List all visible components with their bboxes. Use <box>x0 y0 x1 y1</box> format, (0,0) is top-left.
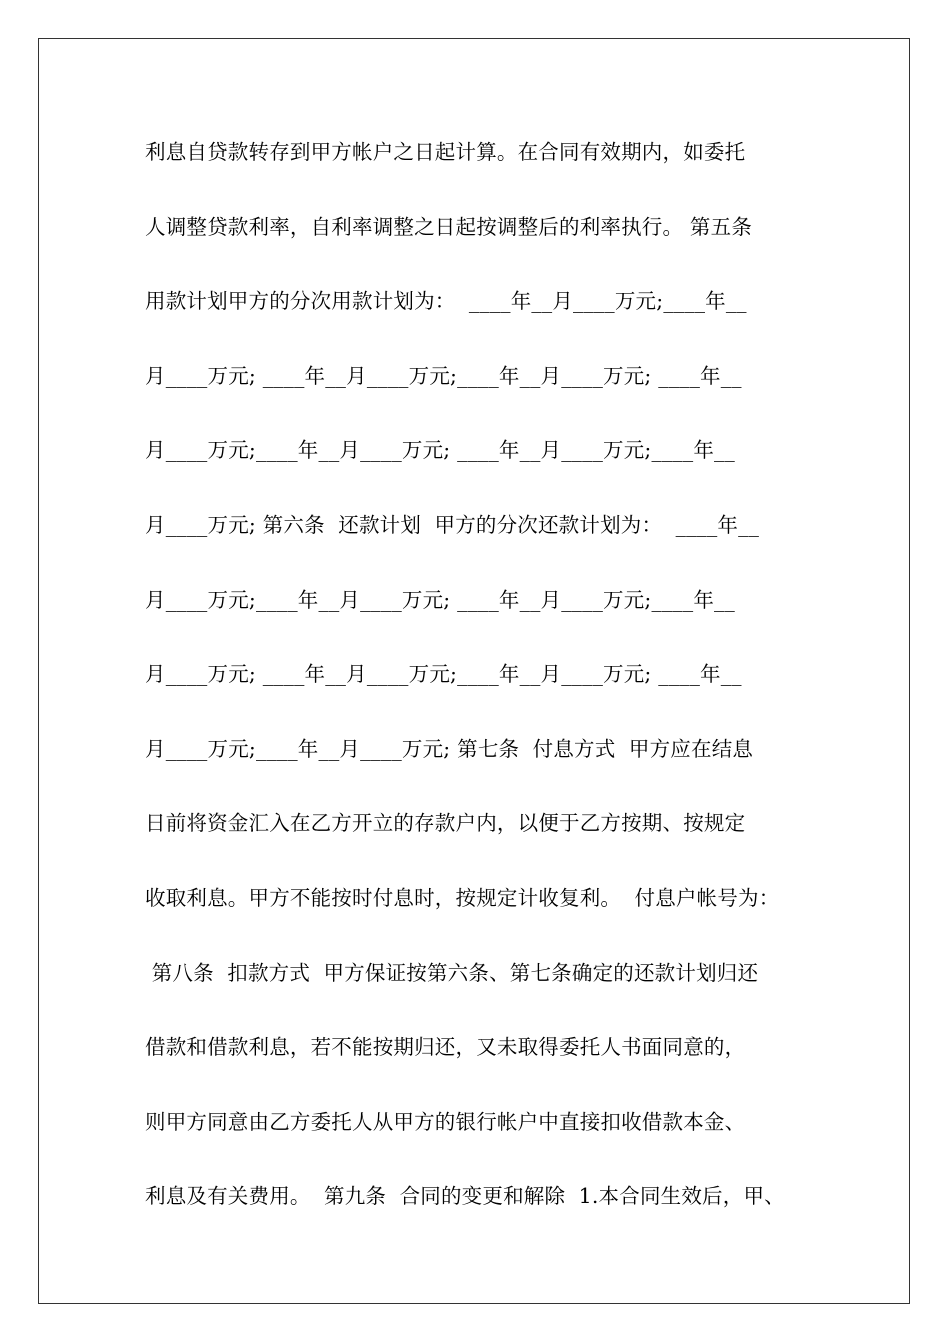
text-line: 收取利息。甲方不能按时付息时，按规定计收复利。 付息户帐号为： <box>145 885 780 910</box>
text-line: 月____万元;____年__月____万元; ____年__月____万元;____年__ <box>145 587 735 612</box>
text-line: 月____万元; ____年__月____万元;____年__月____万元; ____年__ <box>145 363 742 388</box>
text-line: 利息及有关费用。 第九条 合同的变更和解除 1.本合同生效后，甲、 <box>145 1184 785 1209</box>
text-line: 月____万元; ____年__月____万元;____年__月____万元; ____年__ <box>145 662 742 687</box>
text-line: 月____万元; 第六条 还款计划 甲方的分次还款计划为： ____年__ <box>145 512 760 537</box>
contract-text <box>145 130 835 1249</box>
text-line: 月____万元;____年__月____万元; 第七条 付息方式 甲方应在结息 <box>145 736 754 761</box>
text-line: 第八条 扣款方式 甲方保证按第六条、第七条确定的还款计划归还 <box>145 960 759 985</box>
text-line: 人调整贷款利率，自利率调整之日起按调整后的利率执行。 第五条 <box>145 214 753 239</box>
text-line: 借款和借款利息，若不能按期归还，又未取得委托人书面同意的， <box>145 1035 746 1060</box>
text-line: 日前将资金汇入在乙方开立的存款户内，以便于乙方按期、按规定 <box>145 811 746 836</box>
text-line: 用款计划甲方的分次用款计划为： ____年__月____万元;____年__ <box>145 289 747 314</box>
text-line: 则甲方同意由乙方委托人从甲方的银行帐户中直接扣收借款本金、 <box>145 1109 746 1134</box>
text-line: 利息自贷款转存到甲方帐户之日起计算。在合同有效期内，如委托 <box>145 140 746 164</box>
text-line: 月____万元;____年__月____万元; ____年__月____万元;____年__ <box>145 438 735 463</box>
